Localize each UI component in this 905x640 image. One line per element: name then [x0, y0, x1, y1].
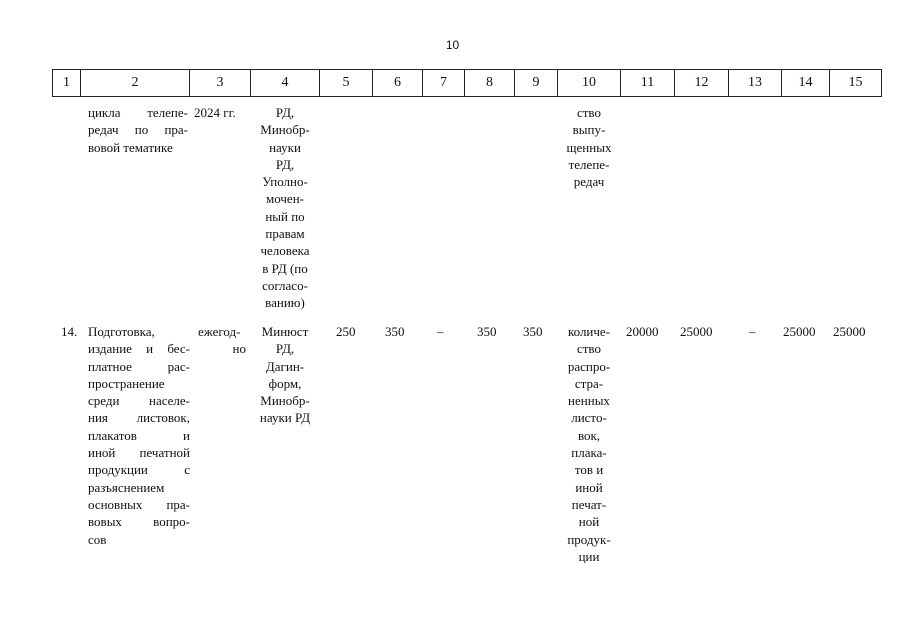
column-header: 6 — [373, 70, 423, 97]
text-line: цикла телепе- — [88, 105, 188, 120]
page-number: 10 — [445, 38, 460, 52]
text-line: ство — [576, 341, 601, 357]
text-line: основных пра- — [88, 496, 190, 512]
row14-description — [88, 323, 190, 548]
column-header: 5 — [320, 70, 373, 97]
row14-value-col15: 25000 — [833, 324, 866, 339]
text-line: вовых вопро- — [88, 514, 190, 530]
text-line: редач — [573, 174, 605, 190]
text-line: щенных — [566, 139, 612, 155]
text-line: ванию) — [265, 295, 305, 311]
text-line: Минобр- — [260, 122, 310, 138]
column-header: 4 — [251, 70, 320, 97]
text-line: ции — [578, 548, 600, 564]
text-line: РД, — [275, 105, 295, 120]
column-header: 14 — [782, 70, 830, 97]
row14-value-col9: 350 — [523, 324, 543, 339]
text-line: РД, — [275, 341, 295, 357]
row14-executors — [250, 323, 320, 427]
text-line: телепе- — [568, 156, 610, 172]
column-header: 2 — [81, 70, 190, 97]
column-header-table — [52, 69, 882, 97]
text-line: пространение — [88, 375, 165, 391]
text-line: Минюст — [261, 324, 309, 339]
text-line: Уполно- — [262, 174, 308, 190]
text-line: выпу- — [572, 122, 606, 138]
text-line: Подготовка, — [88, 324, 155, 339]
text-line: стра- — [574, 375, 604, 391]
row14-value-col5: 250 — [336, 324, 356, 339]
column-header-row — [53, 70, 882, 97]
column-header: 15 — [830, 70, 882, 97]
text-line: иной печатной — [88, 445, 190, 461]
text-line: листо- — [571, 410, 607, 426]
text-line: Дагин- — [265, 358, 305, 374]
row14-value-col12: 25000 — [680, 324, 713, 339]
text-line: плака- — [571, 445, 607, 461]
column-header: 10 — [558, 70, 621, 97]
text-line: платное рас- — [88, 358, 190, 374]
prev-row-indicator — [558, 104, 620, 190]
text-line: ный по — [265, 208, 305, 224]
row14-value-col7: – — [437, 324, 444, 339]
text-line: тов и — [574, 462, 604, 478]
row14-value-col8: 350 — [477, 324, 497, 339]
prev-row-period — [194, 104, 236, 121]
text-line: распро- — [567, 358, 611, 374]
row-number: 14. — [61, 324, 78, 339]
text-line: продукции с — [88, 462, 190, 478]
text-line: сов — [88, 531, 107, 547]
text-line: ство — [576, 105, 601, 120]
column-header: 12 — [675, 70, 729, 97]
text-line: Минобр- — [260, 393, 310, 409]
text-line: продук- — [567, 531, 611, 547]
text-line: в РД (по — [262, 260, 308, 276]
text-line: науки — [269, 139, 301, 155]
column-header: 8 — [465, 70, 515, 97]
text-line: иной — [575, 479, 603, 495]
text-line: плакатов и — [88, 427, 190, 443]
text-line: согласо- — [262, 277, 308, 293]
text-line: ежегод- — [198, 324, 241, 339]
prev-row-description — [88, 104, 188, 156]
text-line: 2024 гг. — [194, 105, 236, 120]
column-header: 3 — [190, 70, 251, 97]
text-line: издание и бес- — [88, 341, 190, 357]
text-line: форм, — [268, 375, 302, 391]
row14-value-col14: 25000 — [783, 324, 816, 339]
text-line: разъяснением — [88, 479, 165, 495]
row14-value-col6: 350 — [385, 324, 405, 339]
row14-indicator — [558, 323, 620, 565]
text-line: ной — [578, 514, 600, 530]
column-header: 9 — [515, 70, 558, 97]
column-header: 1 — [53, 70, 81, 97]
text-line: но — [232, 341, 246, 357]
text-line: ния листовок, — [88, 410, 190, 426]
text-line: печат- — [571, 496, 607, 512]
text-line: среди населе- — [88, 393, 190, 409]
column-header: 7 — [423, 70, 465, 97]
text-line: вок, — [577, 427, 601, 443]
row14-value-col11: 20000 — [626, 324, 659, 339]
text-line: правам — [265, 226, 305, 242]
text-line: вовой тематике — [88, 139, 173, 155]
text-line: количе- — [567, 324, 611, 339]
row14-value-col13: – — [749, 324, 756, 339]
column-header: 11 — [621, 70, 675, 97]
text-line: мочен- — [266, 191, 304, 207]
text-line: науки РД — [259, 410, 311, 426]
text-line: человека — [260, 243, 310, 259]
text-line: редач по пра- — [88, 122, 188, 138]
column-header: 13 — [729, 70, 782, 97]
text-line: РД, — [275, 156, 295, 172]
row14-period — [198, 323, 246, 358]
prev-row-executors — [250, 104, 320, 312]
text-line: ненных — [568, 393, 610, 409]
